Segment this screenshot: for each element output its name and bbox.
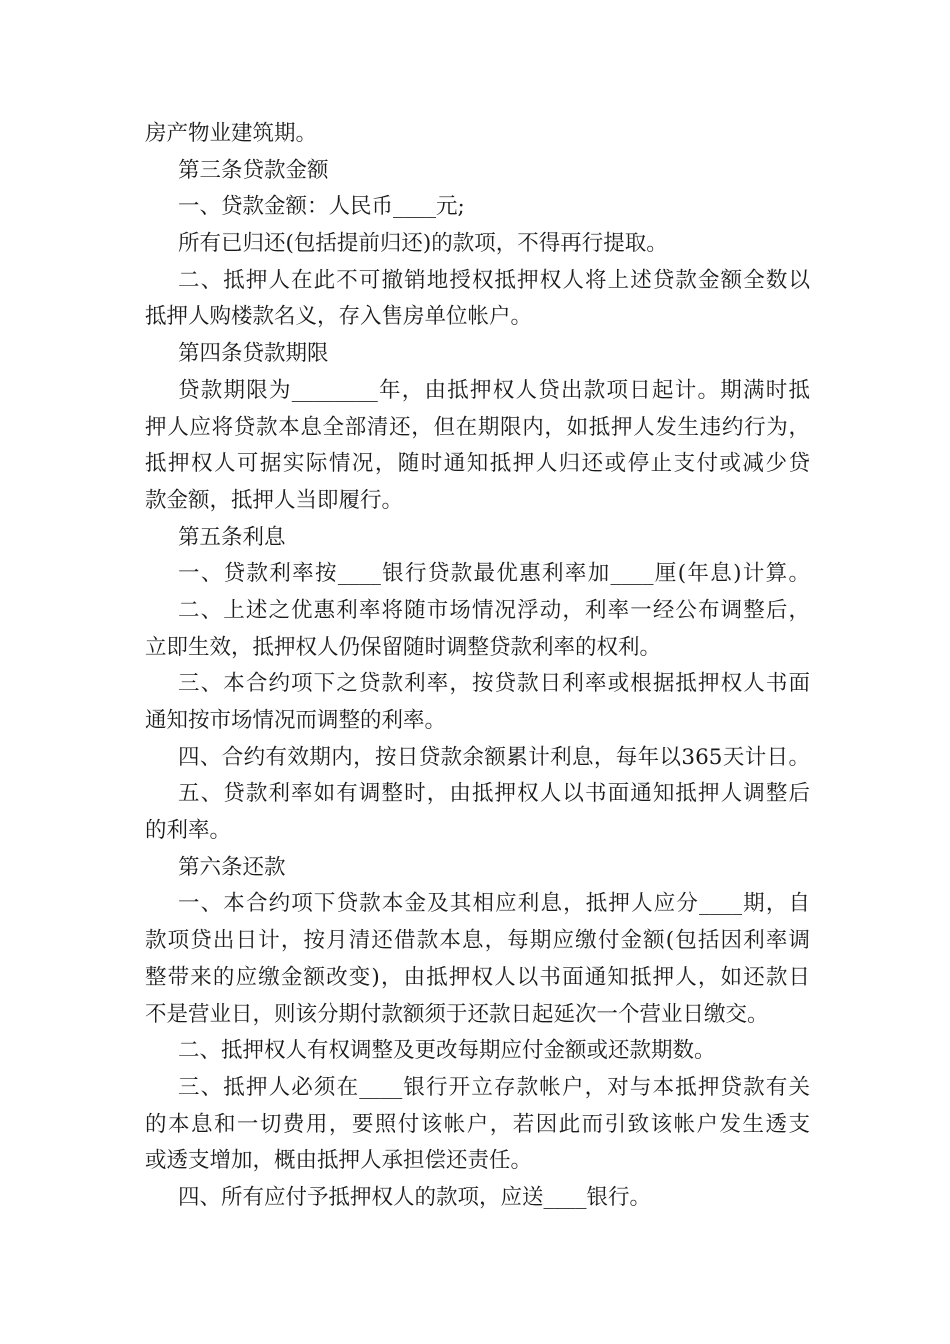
paragraph-line: 立即生效，抵押权人仍保留随时调整贷款利率的权利。	[145, 634, 662, 660]
paragraph-line: 一、贷款利率按____银行贷款最优惠利率加____厘(年息)计算。	[178, 561, 810, 587]
paragraph-line: 五、贷款利率如有调整时，由抵押权人以书面通知抵押人调整后	[178, 781, 810, 807]
paragraph-line: 款金额，抵押人当即履行。	[145, 487, 404, 513]
paragraph-line: 贷款期限为________年，由抵押权人贷出款项日起计。期满时抵	[178, 377, 810, 403]
paragraph-line: 抵押权人可据实际情况，随时通知抵押人归还或停止支付或减少贷	[145, 451, 810, 477]
paragraph-line: 款项贷出日计，按月清还借款本息，每期应缴付金额(包括因利率调	[145, 928, 810, 954]
paragraph-line: 抵押人购楼款名义，存入售房单位帐户。	[145, 304, 533, 330]
paragraph-line: 押人应将贷款本息全部清还，但在期限内，如抵押人发生违约行为，	[145, 414, 810, 440]
paragraph-line: 三、本合约项下之贷款利率，按贷款日利率或根据抵押权人书面	[178, 671, 810, 697]
paragraph-line: 一、本合约项下贷款本金及其相应利息，抵押人应分____期，自	[178, 891, 810, 917]
paragraph-line: 二、上述之优惠利率将随市场情况浮动，利率一经公布调整后，	[178, 597, 810, 623]
paragraph-line: 四、所有应付予抵押权人的款项，应送____银行。	[178, 1184, 652, 1210]
paragraph-line: 不是营业日，则该分期付款额须于还款日起延次一个营业日缴交。	[145, 1001, 769, 1027]
section-heading-article-3: 第三条贷款金额	[178, 157, 329, 183]
paragraph-line: 二、抵押人在此不可撤销地授权抵押权人将上述贷款金额全数以	[178, 267, 810, 293]
paragraph-line: 房产物业建筑期。	[145, 121, 318, 146]
paragraph-line: 所有已归还(包括提前归还)的款项，不得再行提取。	[178, 231, 668, 257]
paragraph-line: 三、抵押人必须在____银行开立存款帐户，对与本抵押贷款有关	[178, 1074, 810, 1100]
section-heading-article-5: 第五条利息	[178, 524, 286, 550]
paragraph-line: 一、贷款金额：人民币____元;	[178, 194, 465, 220]
paragraph-line: 二、抵押权人有权调整及更改每期应付金额或还款期数。	[178, 1038, 716, 1064]
section-heading-article-4: 第四条贷款期限	[178, 341, 329, 367]
paragraph-line: 或透支增加，概由抵押人承担偿还责任。	[145, 1148, 533, 1174]
section-heading-article-6: 第六条还款	[178, 854, 286, 880]
paragraph-line: 整带来的应缴金额改变)，由抵押权人以书面通知抵押人，如还款日	[145, 964, 810, 990]
paragraph-line: 的利率。	[145, 818, 232, 844]
paragraph-line: 通知按市场情况而调整的利率。	[145, 708, 447, 733]
paragraph-line: 的本息和一切费用，要照付该帐户，若因此而引致该帐户发生透支	[145, 1111, 810, 1137]
paragraph-line: 四、合约有效期内，按日贷款余额累计利息，每年以365天计日。	[178, 744, 810, 770]
document-body	[145, 116, 810, 1217]
